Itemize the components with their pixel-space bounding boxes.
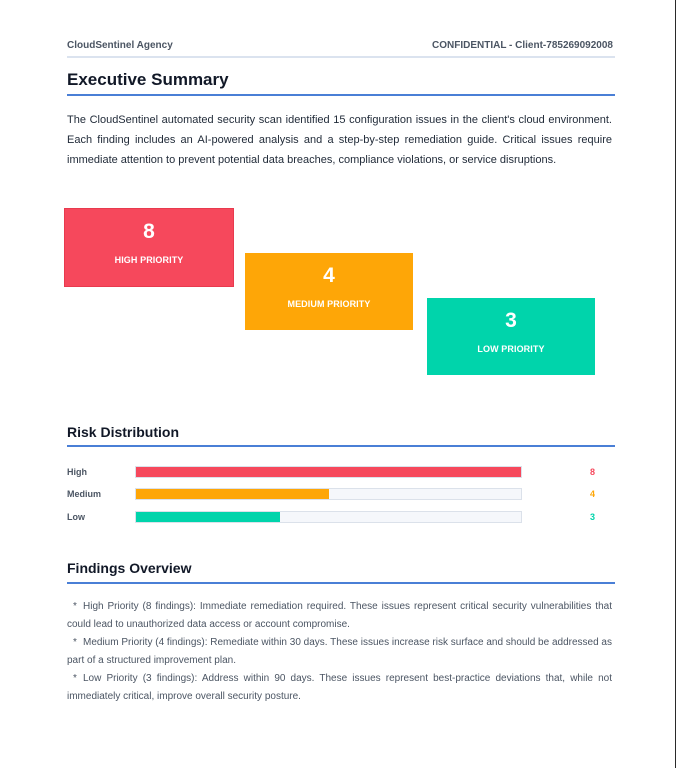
risk-count-high: 8	[589, 467, 595, 477]
bullet-marker: *	[73, 637, 77, 648]
medium-priority-count: 4	[323, 264, 335, 287]
risk-count-low: 3	[589, 512, 595, 522]
risk-label-low: Low	[67, 512, 85, 522]
page-edge	[675, 0, 676, 768]
findings-overview-title: Findings Overview	[67, 560, 615, 584]
finding-low	[67, 670, 612, 706]
high-priority-count: 8	[143, 220, 155, 243]
findings-list	[67, 598, 612, 706]
low-priority-count: 3	[505, 309, 517, 332]
finding-high-text: High Priority (8 findings): Immediate remediation required. These issues represent critical security vulnerabilities that could lead to unauthorized data access or account compromise.	[67, 601, 612, 630]
risk-row-medium	[67, 488, 612, 502]
medium-priority-label: MEDIUM PRIORITY	[287, 299, 371, 309]
risk-bar-low	[136, 512, 280, 522]
bullet-marker: *	[73, 673, 77, 684]
risk-track-medium	[135, 488, 522, 500]
executive-summary-text: The CloudSentinel automated security scan identified 15 configuration issues in the client's cloud environment. Each finding includes an AI-powered analysis and a step-by-step remediation guide. Critical issues require immediate attention to prevent potential data breaches, compliance violations, or service disruptions.	[67, 114, 612, 166]
medium-priority-card	[245, 253, 413, 330]
finding-medium-text: Medium Priority (4 findings): Remediate within 30 days. These issues increase risk surface and should be addressed as part of a structured improvement plan.	[67, 637, 612, 666]
page-header	[67, 40, 615, 58]
bullet-marker: *	[73, 601, 77, 612]
risk-label-high: High	[67, 467, 87, 477]
high-priority-label: HIGH PRIORITY	[114, 255, 184, 265]
finding-high	[67, 598, 612, 634]
finding-low-text: Low Priority (3 findings): Address within 90 days. These issues represent best-practice deviations that, while not immediately critical, improve overall security posture.	[67, 673, 612, 702]
risk-row-low	[67, 511, 612, 525]
finding-medium	[67, 634, 612, 670]
executive-summary-title: Executive Summary	[67, 70, 615, 96]
risk-track-low	[135, 511, 522, 523]
risk-row-high	[67, 466, 612, 480]
low-priority-card	[427, 298, 595, 375]
risk-distribution-title: Risk Distribution	[67, 424, 615, 447]
risk-bar-medium	[136, 489, 329, 499]
risk-count-medium: 4	[589, 489, 595, 499]
low-priority-label: LOW PRIORITY	[477, 344, 545, 354]
agency-name: CloudSentinel Agency	[67, 40, 173, 51]
risk-label-medium: Medium	[67, 489, 102, 499]
risk-bar-high	[136, 467, 521, 477]
risk-track-high	[135, 466, 522, 478]
high-priority-card	[64, 208, 234, 287]
confidential-label: CONFIDENTIAL - Client-785269092008	[432, 40, 613, 51]
